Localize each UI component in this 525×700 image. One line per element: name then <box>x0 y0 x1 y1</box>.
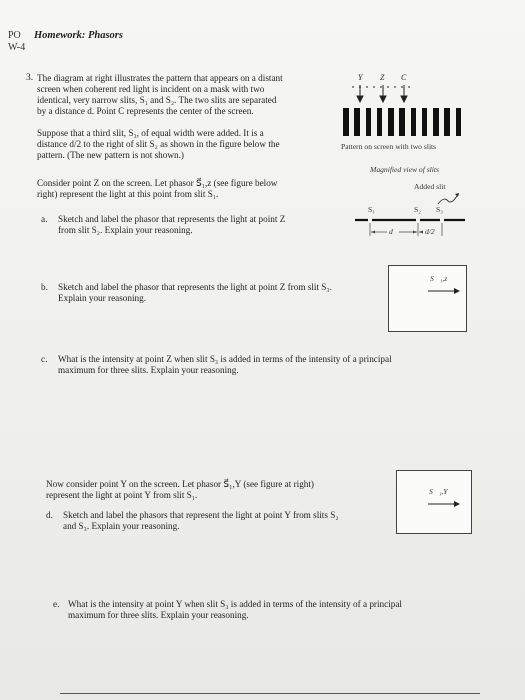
text-line: from slit S₂. Explain your reasoning. <box>58 225 193 235</box>
text-line: Sketch and label the phasors that represent the light at point Y from slits S₂ <box>63 510 339 520</box>
text-line: Sketch and label the phasor that represents the light at point Z <box>58 214 286 224</box>
part-d-text <box>63 510 383 532</box>
text-line: and S₃. Explain your reasoning. <box>63 521 180 531</box>
part-e-label: e. <box>53 599 60 609</box>
part-b-text <box>58 282 378 304</box>
part-d-label: d. <box>46 510 53 520</box>
text-line: Sketch and label the phasor that represents the light at point Z from slit S₃. <box>58 282 332 292</box>
slit-s3-label: S₃ <box>436 205 443 214</box>
text-line: screen when coherent red light is incident on a mask with two <box>37 84 265 94</box>
text-line: Now consider point Y on the screen. Let phasor S⃗₁,Y (see figure at right) <box>46 479 314 489</box>
text-line: Consider point Z on the screen. Let phasor S⃗₁,z (see figure below <box>37 178 278 188</box>
part-a-label: a. <box>41 214 48 224</box>
text-line: Explain your reasoning. <box>58 293 147 303</box>
text-line: by a distance d. Point C represents the center of the screen. <box>37 106 254 116</box>
text-line: maximum for three slits. Explain your reasoning. <box>58 365 239 375</box>
point-z-label: Z <box>380 73 385 82</box>
text-line: maximum for three slits. Explain your reasoning. <box>68 610 249 620</box>
part-e-text <box>68 599 488 621</box>
text-line: What is the intensity at point Y when slit S₃ is added in terms of the intensity of a principal <box>68 599 402 609</box>
question-intro <box>37 73 337 117</box>
phasor-z-box <box>388 265 467 332</box>
slit-mask-diagram <box>355 214 465 240</box>
text-line: right) represent the light at this point from slit S₁. <box>37 189 219 199</box>
pattern-caption: Pattern on screen with two slits <box>341 142 437 151</box>
point-y-label: Y <box>358 73 363 82</box>
text-line: What is the intensity at point Z when slit S₃ is added in terms of the intensity of a principal <box>58 354 392 364</box>
part-b-label: b. <box>41 282 48 292</box>
page-title: Homework: Phasors <box>34 30 123 41</box>
week-code: W-4 <box>8 42 26 53</box>
text-line: represent the light at point Y from slit S₁. <box>46 490 198 500</box>
added-slit-label: Added slit <box>414 182 446 191</box>
text-line: The diagram at right illustrates the pattern that appears on a distant <box>37 73 283 83</box>
text-line: Suppose that a third slit, S₃, of equal width were added. It is a <box>37 128 264 138</box>
third-slit-paragraph <box>37 128 337 161</box>
text-line: pattern. (The new pattern is not shown.) <box>37 150 184 160</box>
down-arrows-icon <box>350 84 420 104</box>
text-line: distance d/2 to the right of slit S₂ as shown in the figure below the <box>37 139 280 149</box>
consider-y-paragraph <box>46 479 386 501</box>
added-slit-arrow-icon <box>436 192 460 206</box>
phasor-z-label: S⃗₁,z <box>430 274 448 283</box>
phasor-y-box <box>396 470 472 534</box>
separation-d-half-label: d/2 <box>425 227 435 236</box>
phasor-y-arrow-icon <box>427 499 461 509</box>
text-line: identical, very narrow slits, S₁ and S₂. The two slits are separated <box>37 95 277 105</box>
separation-d-label: d <box>389 227 393 236</box>
page-footer-divider <box>60 693 480 694</box>
phasor-z-arrow-icon <box>427 286 461 296</box>
slit-s2-label: S₂ <box>414 205 421 214</box>
magnified-view-title: Magnified view of slits <box>370 165 439 174</box>
interference-pattern <box>343 108 461 136</box>
point-c-label: C <box>401 73 407 82</box>
part-a-text <box>58 214 338 236</box>
phasor-y-label: S⃗₁,Y <box>429 487 448 496</box>
course-code: PO <box>8 30 21 41</box>
question-number: 3. <box>26 73 34 83</box>
part-c-text <box>58 354 478 376</box>
consider-z-paragraph <box>37 178 337 200</box>
slit-s1-label: S₁ <box>368 205 375 214</box>
part-c-label: c. <box>41 354 48 364</box>
